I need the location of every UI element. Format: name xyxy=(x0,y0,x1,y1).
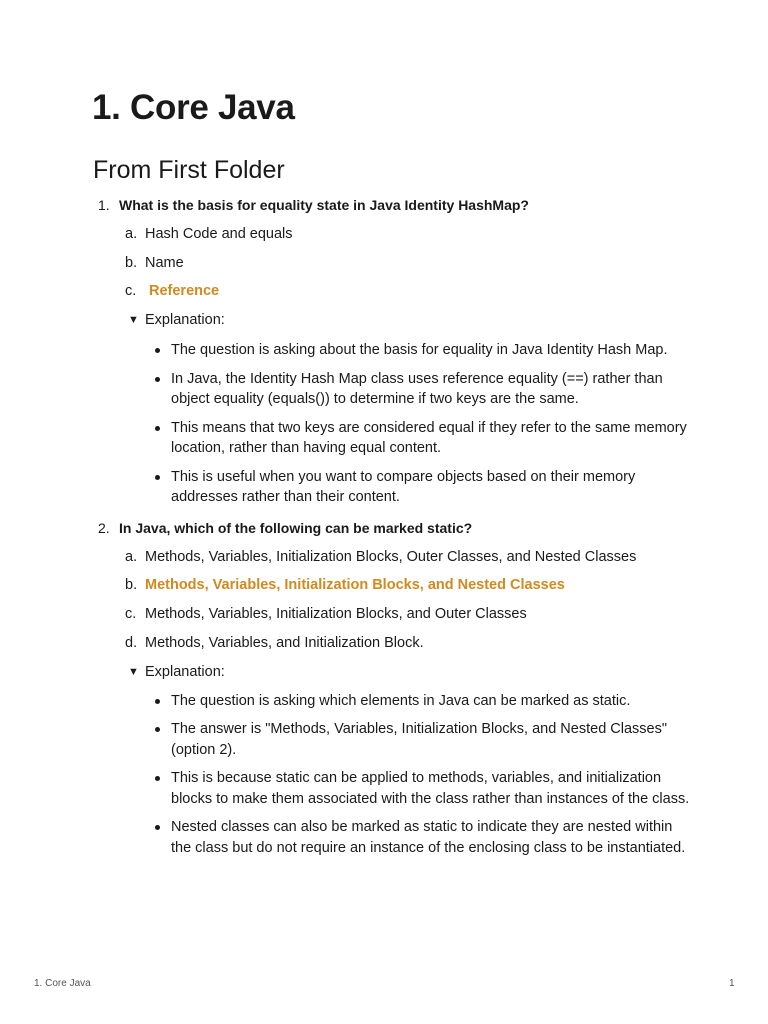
explanation-list xyxy=(93,340,693,508)
option-text: Hash Code and equals xyxy=(145,226,293,242)
option-text: Methods, Variables, and Initialization Block. xyxy=(145,634,424,651)
explanation-item xyxy=(93,817,693,858)
section-heading: From First Folder xyxy=(93,156,285,184)
option-text: Name xyxy=(145,255,184,271)
option-a xyxy=(93,224,693,244)
bullet-icon xyxy=(155,348,160,353)
footer-title: 1. Core Java xyxy=(34,978,91,989)
correct-answer: Methods, Variables, Initialization Blocks, and Nested Classes xyxy=(145,576,565,593)
question-2 xyxy=(93,518,693,859)
option-text: Methods, Variables, Initialization Blocks, Outer Classes, and Nested Classes xyxy=(145,548,637,565)
question-number: 1. xyxy=(98,197,110,213)
option-c xyxy=(93,604,693,624)
explanation-item xyxy=(93,719,693,760)
toggle-triangle-icon[interactable]: ▼ xyxy=(128,314,139,326)
toggle-triangle-icon[interactable]: ▼ xyxy=(128,665,139,678)
correct-answer: Reference xyxy=(149,283,220,299)
bullet-icon xyxy=(155,776,160,781)
question-text: In Java, which of the following can be marked static? xyxy=(119,519,473,536)
option-d xyxy=(93,633,693,653)
question-list xyxy=(93,195,693,858)
option-letter: b. xyxy=(125,576,138,593)
explanation-text: The question is asking about the basis for equality in Java Identity Hash Map. xyxy=(171,342,668,358)
question-1 xyxy=(93,195,693,508)
explanation-text: The question is asking which elements in Java can be marked as static. xyxy=(171,692,631,709)
explanation-text: This means that two keys are considered equal if they refer to the same memory location, rather than having equal content. xyxy=(171,419,687,456)
option-letter: a. xyxy=(125,226,138,242)
bullet-icon xyxy=(155,475,160,480)
bullet-icon xyxy=(155,825,160,830)
question-number: 2. xyxy=(98,519,110,536)
explanation-item xyxy=(93,768,693,809)
option-letter: c. xyxy=(125,283,137,299)
explanation-item xyxy=(93,467,693,508)
bullet-icon xyxy=(155,377,160,382)
option-a xyxy=(93,547,693,567)
option-letter: d. xyxy=(125,634,138,651)
explanation-item xyxy=(93,369,693,410)
document-title: 1. Core Java xyxy=(92,88,295,127)
bullet-icon xyxy=(155,699,160,704)
question-text-row xyxy=(93,195,693,215)
question-text: What is the basis for equality state in Java Identity HashMap? xyxy=(119,197,529,213)
explanation-text: This is because static can be applied to methods, variables, and initialization blocks to make them associated with the class rather than instances of the class. xyxy=(171,770,690,807)
explanation-text: In Java, the Identity Hash Map class uses reference equality (==) rather than object equality (equals()) to determine if two keys are the same. xyxy=(171,370,663,407)
explanation-item xyxy=(93,340,693,361)
explanation-text: Nested classes can also be marked as static to indicate they are nested within the class but do not require an instance of the enclosing class to be instantiated. xyxy=(171,819,686,856)
explanation-toggle[interactable] xyxy=(93,662,693,682)
option-letter: a. xyxy=(125,548,138,565)
option-c-correct xyxy=(93,281,693,301)
explanation-text: This is useful when you want to compare objects based on their memory addresses rather than their content. xyxy=(171,468,636,505)
explanation-label: Explanation: xyxy=(145,312,225,328)
bullet-icon xyxy=(155,727,160,732)
option-text: Methods, Variables, Initialization Blocks, and Outer Classes xyxy=(145,605,527,622)
page-number: 1 xyxy=(729,978,735,989)
option-letter: c. xyxy=(125,605,137,622)
option-b-correct xyxy=(93,575,693,595)
explanation-label: Explanation: xyxy=(145,663,225,680)
explanation-text: The answer is "Methods, Variables, Initialization Blocks, and Nested Classes" (option 2). xyxy=(171,721,668,758)
explanation-item xyxy=(93,691,693,712)
explanation-toggle[interactable] xyxy=(93,310,693,330)
option-b xyxy=(93,253,693,273)
bullet-icon xyxy=(155,426,160,431)
question-text-row xyxy=(93,518,693,538)
option-letter: b. xyxy=(125,255,138,271)
explanation-item xyxy=(93,418,693,459)
explanation-list xyxy=(93,691,693,859)
